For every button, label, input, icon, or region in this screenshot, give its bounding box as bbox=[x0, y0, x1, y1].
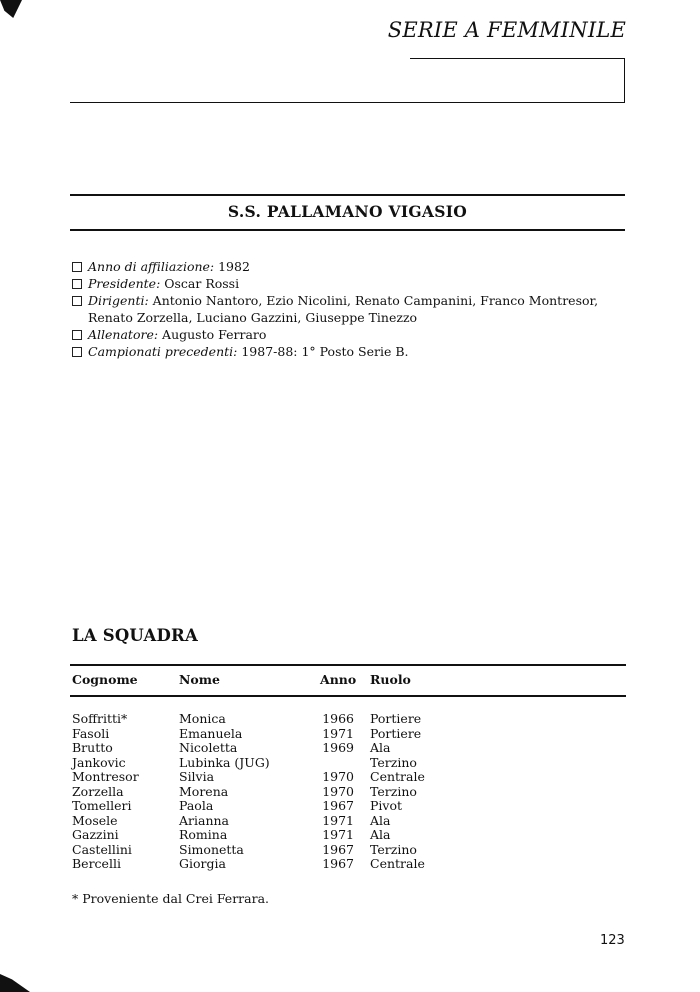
cell-cognome: Tomelleri bbox=[72, 798, 132, 813]
cell-anno: 1970 bbox=[322, 783, 354, 799]
header-rule-bottom bbox=[70, 102, 625, 103]
cell-nome: Romina bbox=[179, 827, 228, 842]
column-header-ruolo: Ruolo bbox=[370, 672, 411, 687]
cell-ruolo: Terzino bbox=[370, 841, 417, 857]
table-row bbox=[72, 842, 628, 857]
cell-ruolo: Ala bbox=[370, 827, 391, 842]
info-value: 1987-88: 1° Posto Serie B. bbox=[241, 344, 409, 359]
cell-cognome: Gazzini bbox=[72, 827, 119, 842]
header-rule-top bbox=[410, 58, 625, 59]
cell-ruolo: Ala bbox=[370, 740, 391, 755]
cell-nome: Simonetta bbox=[179, 841, 244, 857]
cell-anno: 1967 bbox=[322, 856, 354, 871]
cell-nome: Morena bbox=[179, 783, 229, 799]
page-number: 123 bbox=[600, 933, 625, 948]
footnote: * Proveniente dal Crei Ferrara. bbox=[72, 891, 270, 906]
info-value: Antonio Nantoro, Ezio Nicolini, Renato Campanini, Franco Montresor, Renato Zorzella, Luciano Gazzini, Giuseppe Tinezzo bbox=[88, 293, 599, 325]
cell-nome: Emanuela bbox=[179, 725, 243, 741]
cell-cognome: Bercelli bbox=[72, 856, 121, 871]
column-header-nome: Nome bbox=[179, 672, 220, 687]
checkbox-bullet-icon bbox=[72, 296, 82, 306]
info-item-coach bbox=[72, 326, 628, 343]
info-label: Dirigenti: bbox=[88, 293, 149, 308]
cell-anno: 1969 bbox=[322, 740, 354, 755]
cell-anno: 1971 bbox=[322, 812, 354, 828]
info-item-previous-championships bbox=[72, 343, 628, 360]
cell-anno: 1970 bbox=[322, 769, 354, 784]
cell-ruolo: Portiere bbox=[370, 725, 422, 741]
cell-anno: 1966 bbox=[322, 711, 354, 726]
cell-cognome: Brutto bbox=[72, 740, 113, 755]
column-header-anno: Anno bbox=[320, 672, 357, 687]
squad-title: LA SQUADRA bbox=[72, 626, 198, 645]
table-row bbox=[72, 740, 628, 755]
crop-mark-bottom bbox=[0, 974, 30, 992]
checkbox-bullet-icon bbox=[72, 347, 82, 357]
column-header-cognome: Cognome bbox=[72, 672, 138, 687]
info-value: Oscar Rossi bbox=[164, 276, 240, 291]
cell-cognome: Jankovic bbox=[72, 754, 126, 770]
cell-nome: Lubinka (JUG) bbox=[179, 754, 270, 770]
cell-ruolo: Centrale bbox=[370, 769, 425, 784]
table-row bbox=[72, 827, 628, 842]
info-label: Allenatore: bbox=[88, 327, 159, 342]
cell-nome: Paola bbox=[179, 798, 214, 813]
cell-cognome: Castellini bbox=[72, 841, 132, 857]
table-row bbox=[72, 726, 628, 741]
checkbox-bullet-icon bbox=[72, 330, 82, 340]
table-row bbox=[72, 856, 628, 871]
cell-nome: Silvia bbox=[179, 769, 215, 784]
info-item-president bbox=[72, 275, 628, 292]
table-row bbox=[72, 755, 628, 770]
cell-cognome: Montresor bbox=[72, 769, 139, 784]
info-value: 1982 bbox=[218, 259, 250, 274]
roster-table bbox=[72, 711, 628, 871]
info-item-managers bbox=[72, 292, 628, 326]
club-info-list bbox=[72, 258, 628, 360]
cell-nome: Arianna bbox=[179, 812, 230, 828]
table-row bbox=[72, 711, 628, 726]
info-label: Campionati precedenti: bbox=[88, 344, 238, 359]
table-row bbox=[72, 798, 628, 813]
info-item-affiliation bbox=[72, 258, 628, 275]
info-label: Presidente: bbox=[88, 276, 161, 291]
header-rule-right bbox=[624, 58, 625, 102]
checkbox-bullet-icon bbox=[72, 262, 82, 272]
cell-anno: 1967 bbox=[322, 841, 354, 857]
cell-cognome: Soffritti* bbox=[72, 711, 128, 726]
cell-ruolo: Ala bbox=[370, 812, 391, 828]
cell-ruolo: Portiere bbox=[370, 711, 422, 726]
table-row bbox=[72, 784, 628, 799]
team-rule-bottom bbox=[70, 229, 625, 231]
cell-nome: Nicoletta bbox=[179, 740, 238, 755]
table-row bbox=[72, 813, 628, 828]
cell-ruolo: Terzino bbox=[370, 754, 417, 770]
team-rule-top bbox=[70, 194, 625, 196]
squad-rule-header bbox=[70, 695, 626, 697]
info-value: Augusto Ferraro bbox=[162, 327, 267, 342]
info-label: Anno di affiliazione: bbox=[88, 259, 215, 274]
section-title: SERIE A FEMMINILE bbox=[387, 18, 626, 42]
cell-cognome: Zorzella bbox=[72, 783, 124, 799]
cell-anno: 1971 bbox=[322, 725, 354, 741]
cell-anno: 1971 bbox=[322, 827, 354, 842]
table-row bbox=[72, 769, 628, 784]
cell-nome: Monica bbox=[179, 711, 226, 726]
cell-ruolo: Pivot bbox=[370, 798, 403, 813]
cell-ruolo: Centrale bbox=[370, 856, 425, 871]
crop-mark-top bbox=[0, 0, 22, 18]
cell-cognome: Mosele bbox=[72, 812, 118, 828]
cell-cognome: Fasoli bbox=[72, 725, 110, 741]
cell-ruolo: Terzino bbox=[370, 783, 417, 799]
cell-anno: 1967 bbox=[322, 798, 354, 813]
cell-nome: Giorgia bbox=[179, 856, 226, 871]
squad-rule-top bbox=[70, 664, 626, 666]
team-name: S.S. PALLAMANO VIGASIO bbox=[227, 202, 468, 221]
checkbox-bullet-icon bbox=[72, 279, 82, 289]
